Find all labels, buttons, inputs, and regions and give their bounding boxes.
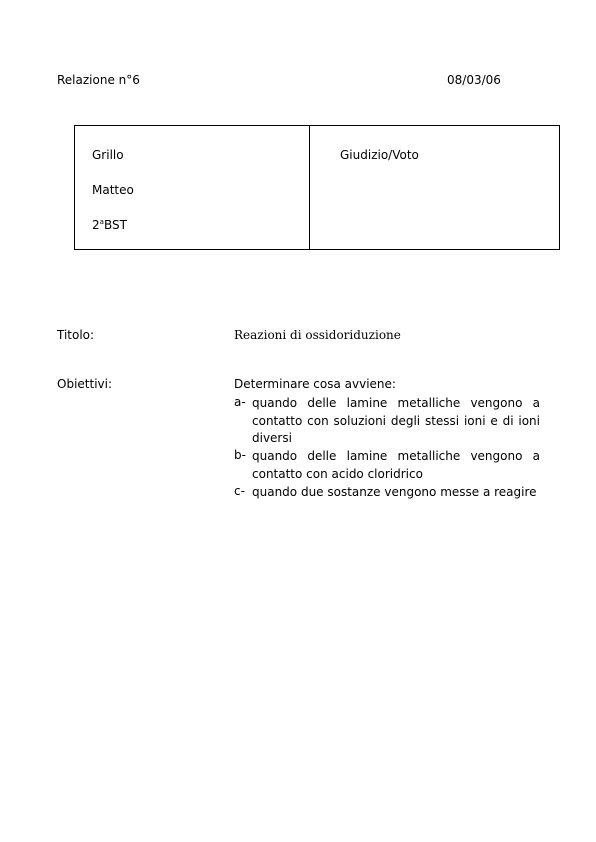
objective-letter: a- [234, 395, 246, 409]
objective-letter: b- [234, 448, 246, 462]
class-superscript: a [99, 218, 104, 226]
student-name: Matteo [92, 183, 134, 197]
box-divider [309, 126, 310, 249]
grade-label: Giudizio/Voto [340, 148, 419, 162]
student-class [92, 218, 127, 232]
objective-line: contatto con soluzioni degli stessi ioni e di ioni [252, 413, 540, 428]
objective-item-b [234, 448, 540, 483]
class-prefix: 2 [92, 218, 100, 232]
objective-line: quando due sostanze vengono messe a reagire [252, 485, 537, 499]
title-label: Titolo: [57, 328, 95, 342]
class-suffix: BST [103, 218, 127, 232]
student-info-box [74, 125, 560, 250]
objective-line: contatto con acido cloridrico [252, 466, 423, 481]
objective-line: quando delle lamine metalliche vengono a [252, 449, 540, 463]
objective-line: diversi [252, 431, 292, 445]
objectives-label: Obiettivi: [57, 377, 113, 391]
objective-letter: c- [234, 484, 245, 498]
student-surname: Grillo [92, 148, 124, 162]
report-number: Relazione n°6 [57, 73, 140, 87]
objectives-intro: Determinare cosa avviene: [234, 377, 396, 391]
report-date: 08/03/06 [447, 73, 501, 87]
title-value: Reazioni di ossidoriduzione [234, 328, 401, 342]
objective-item-c [234, 484, 540, 502]
objective-line: quando delle lamine metalliche vengono a [252, 396, 540, 410]
objective-item-a [234, 395, 540, 448]
